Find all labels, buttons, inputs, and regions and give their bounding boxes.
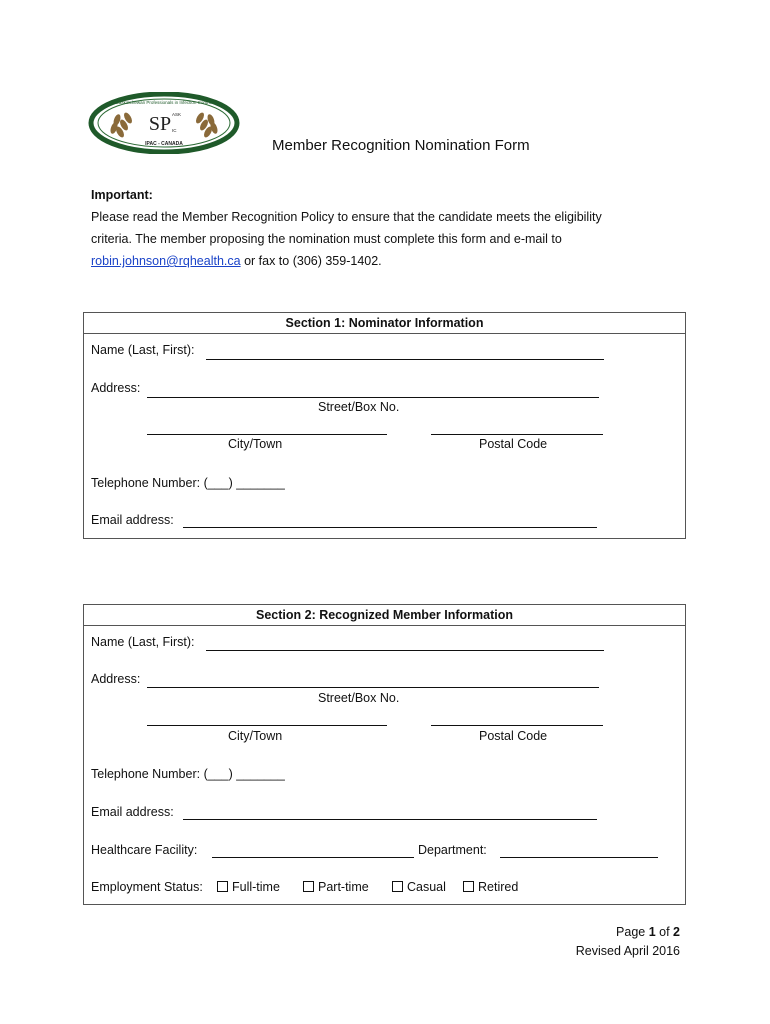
postal-caption: Postal Code [479, 437, 548, 451]
member-name-field[interactable] [206, 650, 604, 651]
city-caption: City/Town [228, 437, 283, 451]
department-label: Department: [418, 843, 487, 857]
checkbox-retired[interactable] [463, 881, 474, 892]
member-postal-field[interactable] [431, 725, 603, 726]
nominator-name-label: Name (Last, First): [91, 343, 195, 357]
member-address-label: Address: [91, 672, 141, 686]
nominator-postal-field[interactable] [431, 434, 603, 435]
svg-text:IPAC - CANADA: IPAC - CANADA [145, 141, 183, 147]
nominator-email-label: Email address: [91, 513, 174, 527]
section-recognized-member-information [83, 604, 686, 905]
street-caption: Street/Box No. [318, 691, 400, 705]
member-name-label: Name (Last, First): [91, 635, 195, 649]
healthcare-facility-label: Healthcare Facility: [91, 843, 198, 857]
svg-text:SP: SP [148, 113, 172, 135]
svg-text:Saskatchewan Professionals in: Saskatchewan Professionals in Infection Control [115, 100, 213, 105]
important-label: Important: [91, 188, 153, 202]
form-title: Member Recognition Nomination Form [272, 137, 530, 154]
checkbox-part-time[interactable] [303, 881, 314, 892]
nominator-email-field[interactable] [183, 527, 597, 528]
department-field[interactable] [500, 857, 658, 858]
city-caption: City/Town [228, 729, 283, 743]
instructions [91, 184, 691, 272]
svg-text:ASK: ASK [172, 112, 182, 117]
member-phone-field[interactable]: Telephone Number: (___) _______ [91, 767, 285, 781]
page-number: Page 1 of 2 [616, 925, 680, 939]
nominator-city-field[interactable] [147, 434, 387, 435]
instructions-line-2: criteria. The member proposing the nomination must complete this form and e-mail to [91, 232, 562, 246]
postal-caption: Postal Code [479, 729, 548, 743]
member-email-field[interactable] [183, 819, 597, 820]
option-casual[interactable]: Casual [392, 880, 446, 894]
checkbox-full-time[interactable] [217, 881, 228, 892]
revised-date: Revised April 2016 [575, 944, 680, 958]
section-2-header: Section 2: Recognized Member Information [84, 605, 685, 626]
employment-status-label: Employment Status: [91, 880, 203, 894]
page-total: 2 [673, 925, 680, 939]
instructions-line-1: Please read the Member Recognition Policy to ensure that the candidate meets the eligibility [91, 210, 602, 224]
checkbox-casual[interactable] [392, 881, 403, 892]
page-current: 1 [648, 925, 656, 939]
street-caption: Street/Box No. [318, 400, 400, 414]
nominator-name-field[interactable] [206, 359, 604, 360]
option-full-time[interactable]: Full-time [217, 880, 280, 894]
member-street-field[interactable] [147, 687, 599, 688]
member-city-field[interactable] [147, 725, 387, 726]
option-part-time[interactable]: Part-time [303, 880, 369, 894]
fax-text: or fax to (306) 359-1402. [240, 254, 382, 268]
email-link[interactable]: robin.johnson@rqhealth.ca [91, 254, 241, 268]
member-email-label: Email address: [91, 805, 174, 819]
option-retired[interactable]: Retired [463, 880, 518, 894]
section-1-header: Section 1: Nominator Information [84, 313, 685, 334]
nominator-phone-field[interactable]: Telephone Number: (___) _______ [91, 476, 285, 490]
nominator-street-field[interactable] [147, 397, 599, 398]
section-nominator-information [83, 312, 686, 539]
svg-text:IC: IC [172, 128, 177, 133]
organization-logo [88, 92, 240, 154]
nominator-address-label: Address: [91, 381, 141, 395]
healthcare-facility-field[interactable] [212, 857, 414, 858]
